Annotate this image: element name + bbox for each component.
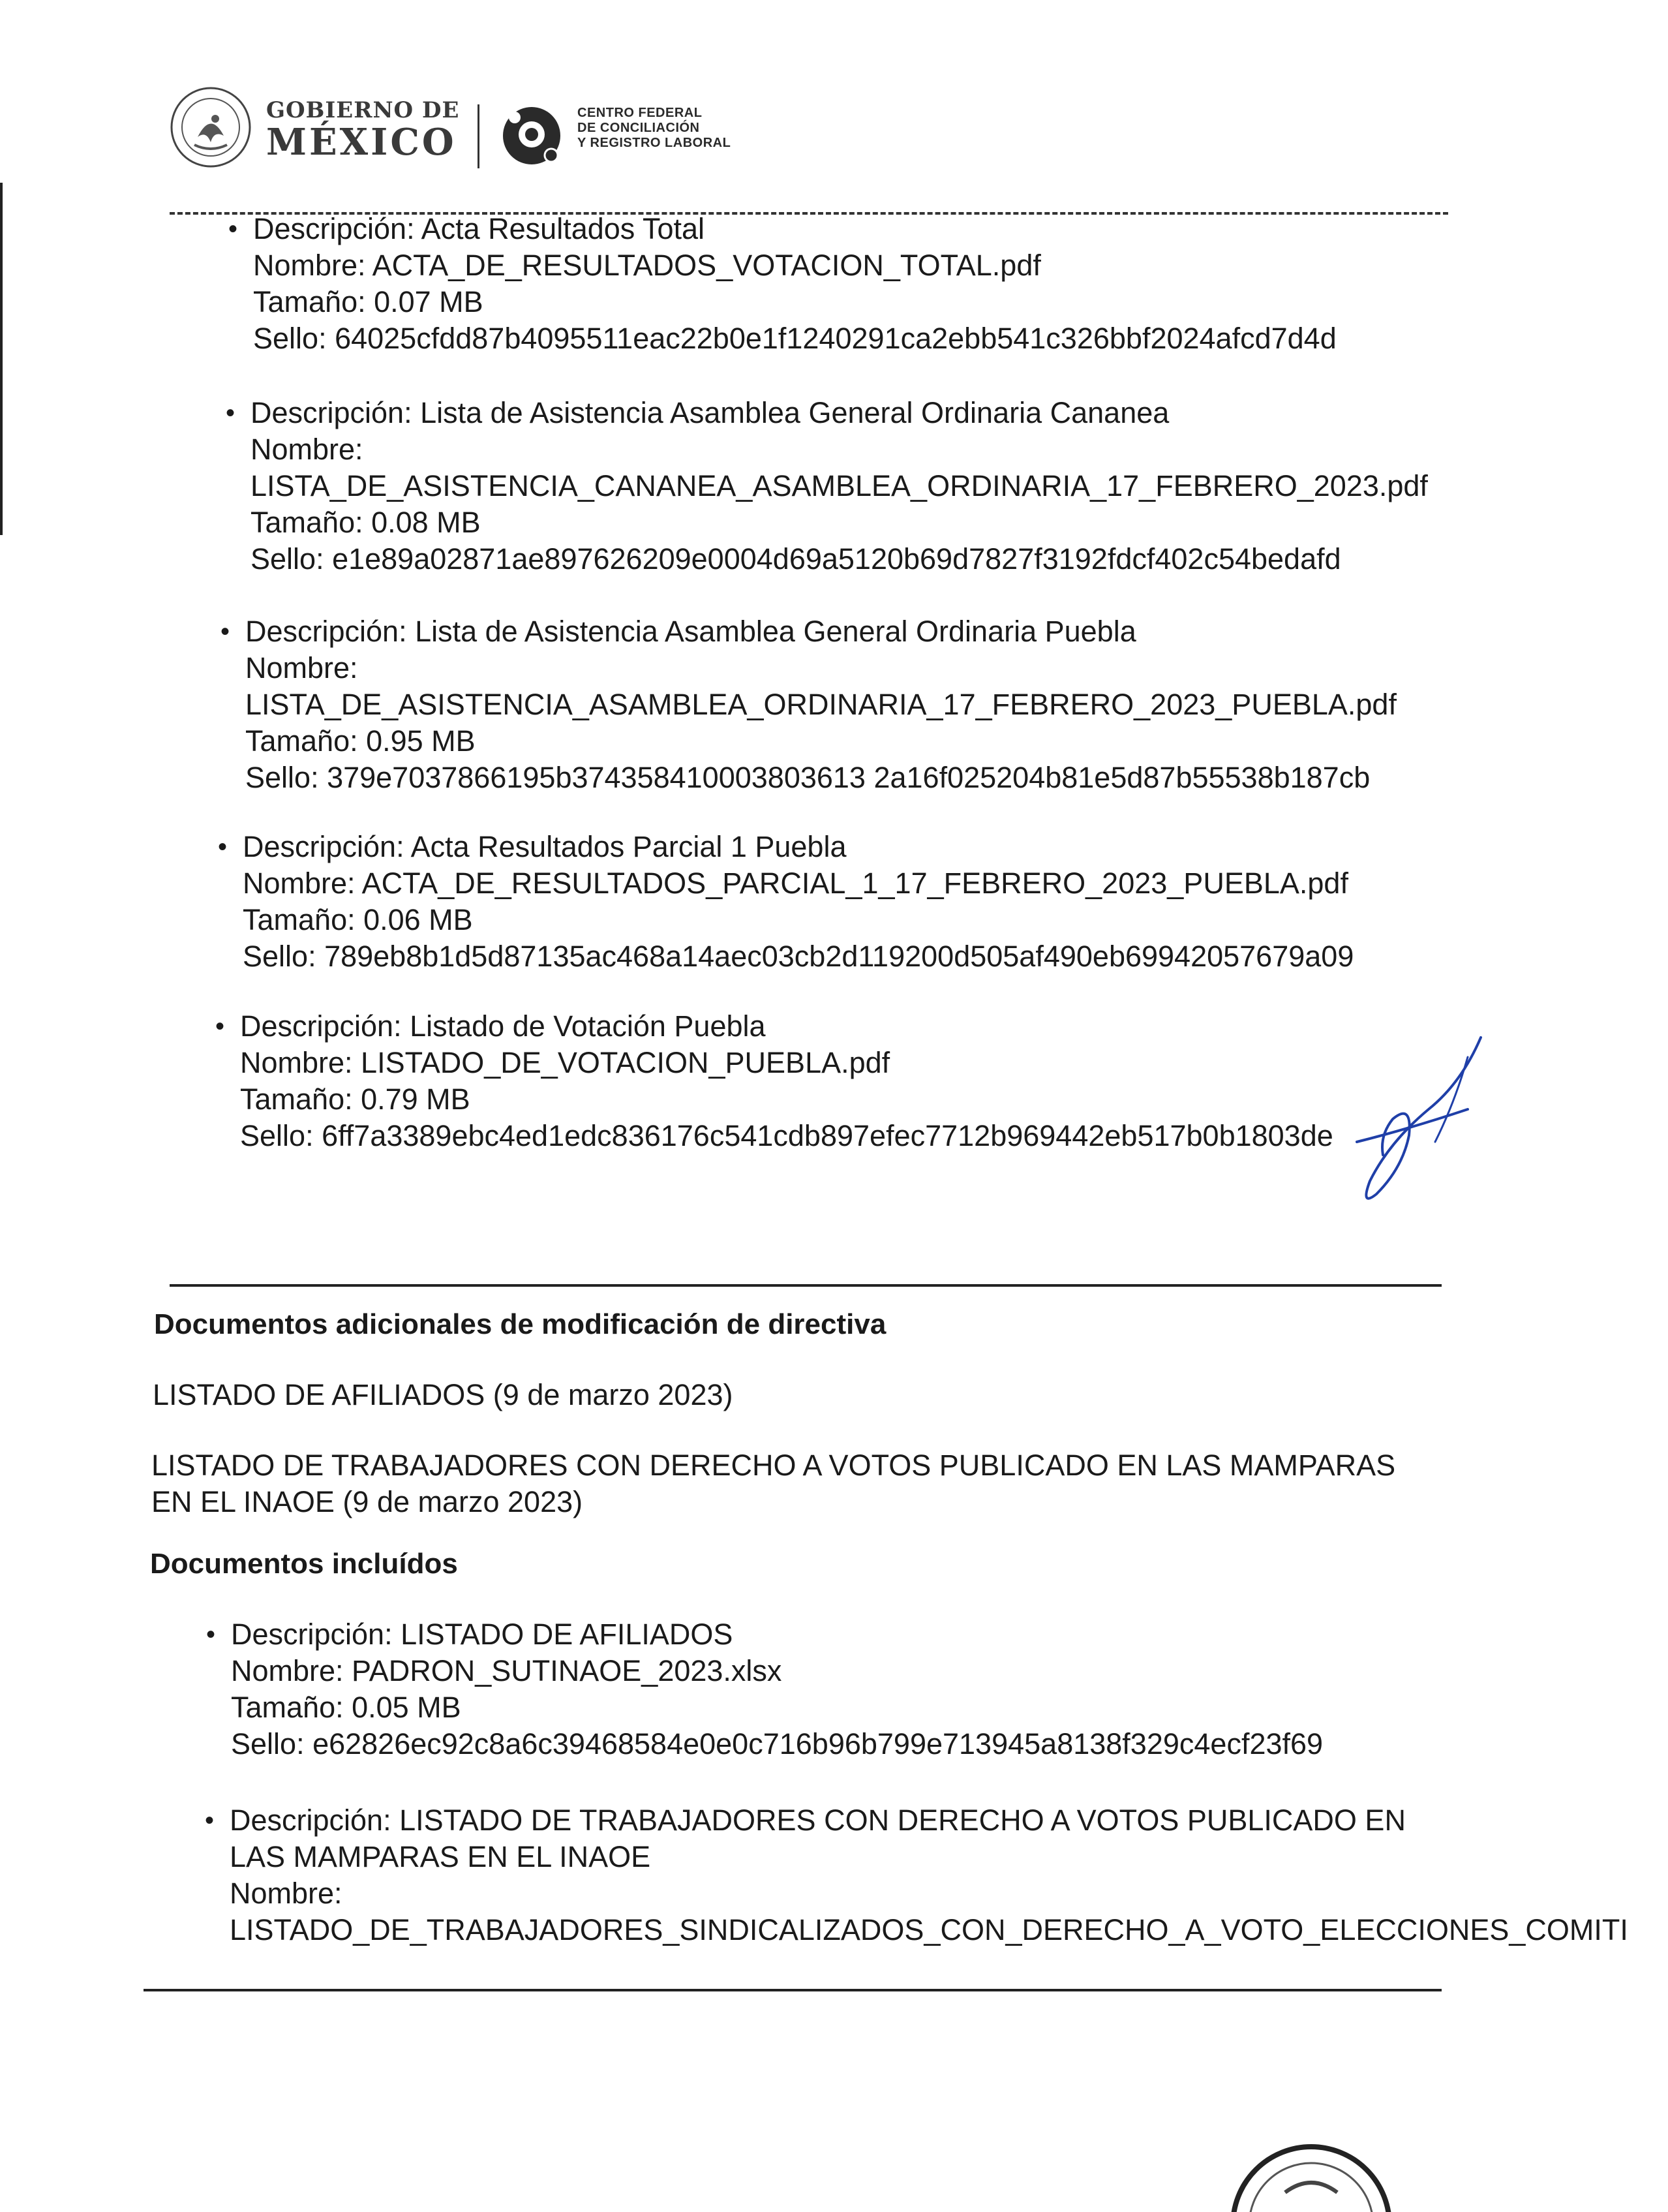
item-nombre-label: Nombre: [250,433,363,466]
item-descripcion: Descripción: Acta Resultados Total [253,212,705,245]
item-sello: Sello: 379e7037866195b374358410003803613 2a16f025204b81e5d87b55538b187cb [245,761,1371,794]
list-item [206,1616,1324,1762]
mexico-coat-of-arms-seal [168,85,253,170]
list-item [228,211,1337,357]
center-line2: DE CONCILIACIÓN [577,121,700,135]
list-item [218,829,1354,975]
cfcrl-logo-icon [499,103,564,168]
item-nombre: LISTADO_DE_TRABAJADORES_SINDICALIZADOS_CON_DERECHO_A_VOTO_ELECCIONES_COMITI [230,1913,1628,1946]
item-sello: Sello: 64025cfdd87b4095511eac22b0e1f1240291ca2ebb541c326bbf2024afcd7d4d [253,322,1337,355]
header-divider [478,104,479,168]
gov-line1: GOBIERNO DE [266,97,460,123]
item-nombre: Nombre: LISTADO_DE_VOTACION_PUEBLA.pdf [240,1046,890,1079]
documentos-incluidos-heading: Documentos incluídos [150,1548,458,1580]
gov-line2: MÉXICO [266,121,457,164]
item-tamano: Tamaño: 0.79 MB [240,1083,470,1116]
item-descripcion: Descripción: LISTADO DE AFILIADOS [231,1618,733,1651]
item-nombre: Nombre: PADRON_SUTINAOE_2023.xlsx [231,1654,782,1687]
page-header [157,78,874,176]
item-nombre: LISTA_DE_ASISTENCIA_ASAMBLEA_ORDINARIA_17_FEBRERO_2023_PUEBLA.pdf [245,688,1397,721]
listado-trabajadores-text [151,1447,1395,1520]
gobierno-de-mexico-wordmark [266,98,459,162]
official-stamp-seal [1220,2134,1403,2212]
item-descripcion: Descripción: Acta Resultados Parcial 1 Puebla [243,830,847,863]
list-item [215,1008,1333,1154]
list-item [220,613,1397,796]
item-nombre-label: Nombre: [245,651,358,684]
item-descripcion: Descripción: Listado de Votación Puebla [240,1009,766,1043]
bullet-icon: • [215,1012,225,1041]
item-descripcion: Descripción: Lista de Asistencia Asamblea General Ordinaria Cananea [250,396,1170,429]
item-tamano: Tamaño: 0.08 MB [250,506,481,539]
listado-afiliados-text: LISTADO DE AFILIADOS (9 de marzo 2023) [153,1378,733,1411]
item-nombre-label: Nombre: [230,1877,342,1910]
item-descripcion: Descripción: Lista de Asistencia Asamblea General Ordinaria Puebla [245,615,1136,648]
item-sello: Sello: e62826ec92c8a6c39468584e0e0c716b96b799e713945a8138f329c4ecf23f69 [231,1727,1324,1760]
item-tamano: Tamaño: 0.07 MB [253,285,483,318]
item-descripcion-line1: Descripción: LISTADO DE TRABAJADORES CON DERECHO A VOTOS PUBLICADO EN [230,1804,1406,1837]
item-sello: Sello: e1e89a02871ae897626209e0004d69a5120b69d7827f3192fdcf402c54bedafd [250,542,1341,576]
item-tamano: Tamaño: 0.95 MB [245,724,476,758]
bullet-icon: • [205,1806,215,1835]
handwritten-signature [1331,1031,1507,1220]
item-tamano: Tamaño: 0.06 MB [243,903,473,936]
item-nombre: Nombre: ACTA_DE_RESULTADOS_PARCIAL_1_17_FEBRERO_2023_PUEBLA.pdf [243,867,1348,900]
bullet-icon: • [226,399,235,427]
bullet-icon: • [206,1620,216,1649]
list-item [226,395,1428,577]
list-item [230,1802,1658,1948]
scan-edge-mark [0,183,3,535]
item-nombre: LISTA_DE_ASISTENCIA_CANANEA_ASAMBLEA_ORDINARIA_17_FEBRERO_2023.pdf [250,469,1428,502]
cfcrl-wordmark [577,106,731,151]
listado-trabajadores-line2: EN EL INAOE (9 de marzo 2023) [151,1485,583,1518]
item-sello: Sello: 6ff7a3389ebc4ed1edc836176c541cdb897efec7712b969442eb517b0b1803de [240,1119,1333,1152]
bullet-icon: • [218,833,228,861]
bullet-icon: • [228,215,238,243]
bullet-icon: • [220,617,230,646]
item-sello: Sello: 789eb8b1d5d87135ac468a14aec03cb2d119200d505af490eb69942057679a09 [243,940,1354,973]
center-line1: CENTRO FEDERAL [577,106,703,120]
center-line3: Y REGISTRO LABORAL [577,136,731,150]
listado-trabajadores-line1: LISTADO DE TRABAJADORES CON DERECHO A VOTOS PUBLICADO EN LAS MAMPARAS [151,1449,1396,1482]
section-separator [170,1284,1442,1287]
footer-separator [144,1989,1442,1991]
item-nombre: Nombre: ACTA_DE_RESULTADOS_VOTACION_TOTAL.pdf [253,249,1041,282]
section-heading: Documentos adicionales de modificación de directiva [154,1308,887,1340]
item-tamano: Tamaño: 0.05 MB [231,1691,461,1724]
item-descripcion-line2: LAS MAMPARAS EN EL INAOE [230,1840,651,1873]
